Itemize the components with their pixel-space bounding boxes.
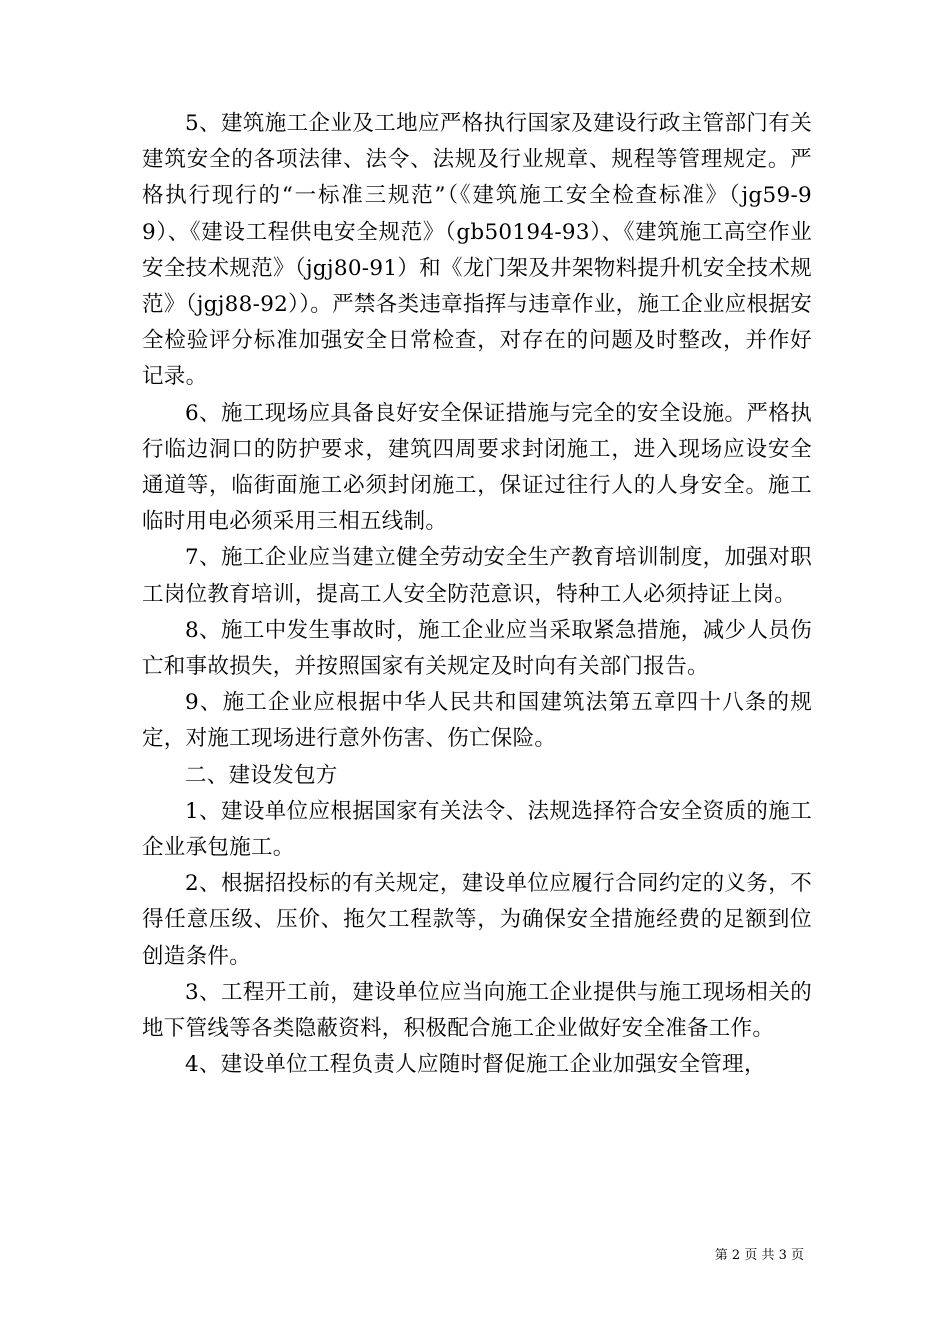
- paragraph-8-accident-response: 8、施工中发生事故时，施工企业应当采取紧急措施，减少人员伤亡和事故损失，并按照国家有关规定及时向有关部门报告。: [142, 617, 812, 680]
- paragraph-6-site-safety-facilities: 6、施工现场应具备良好安全保证措施与完全的安全设施。严格执行临边洞口的防护要求，建筑四周要求封闭施工，进入现场应设安全通道等，临街面施工必须封闭施工，保证过往行人的人身安全。施工临时用电必须采用三相五线制。: [142, 400, 812, 535]
- page-number-footer: 第 2 页 共 3 页: [714, 1248, 804, 1263]
- paragraph-7-safety-training: 7、施工企业应当建立健全劳动安全生产教育培训制度，加强对职工岗位教育培训，提高工人安全防范意识，特种工人必须持证上岗。: [142, 545, 812, 607]
- paragraph-9-insurance: 9、施工企业应根据中华人民共和国建筑法第五章四十八条的规定，对施工现场进行意外伤害、伤亡保险。: [142, 690, 812, 752]
- paragraph-client-3: 3、工程开工前，建设单位应当向施工企业提供与施工现场相关的地下管线等各类隐蔽资料，积极配合施工企业做好安全准备工作。: [142, 979, 812, 1042]
- paragraph-client-4: 4、建设单位工程负责人应随时督促施工企业加强安全管理，: [185, 1052, 766, 1078]
- paragraph-5-construction-law-compliance: 5、建筑施工企业及工地应严格执行国家及建设行政主管部门有关建筑安全的各项法律、法令、法规及行业规章、规程等管理规定。严格执行现行的“一标准三规范”（《建筑施工安全检查标准》（jg59-99）、《建设工程供电安全规范》（gb50194-93）、《建筑施工高空作业安全技术规范》（jgj80-91）和《龙门架及井架物料提升机安全技术规范》（jgj88-92））。严禁各类违章指挥与违章作业，施工企业应根据安全检验评分标准加强安全日常检查，对存在的问题及时整改，并作好记录。: [142, 111, 812, 390]
- paragraph-client-1: 1、建设单位应根据国家有关法令、法规选择符合安全资质的施工企业承包施工。: [142, 798, 812, 861]
- paragraph-client-2: 2、根据招投标的有关规定，建设单位应履行合同约定的义务，不得任意压级、压价、拖欠工程款等，为确保安全措施经费的足额到位创造条件。: [142, 871, 812, 969]
- document-body: [142, 106, 812, 1083]
- section-heading-client: 二、建设发包方: [185, 762, 338, 788]
